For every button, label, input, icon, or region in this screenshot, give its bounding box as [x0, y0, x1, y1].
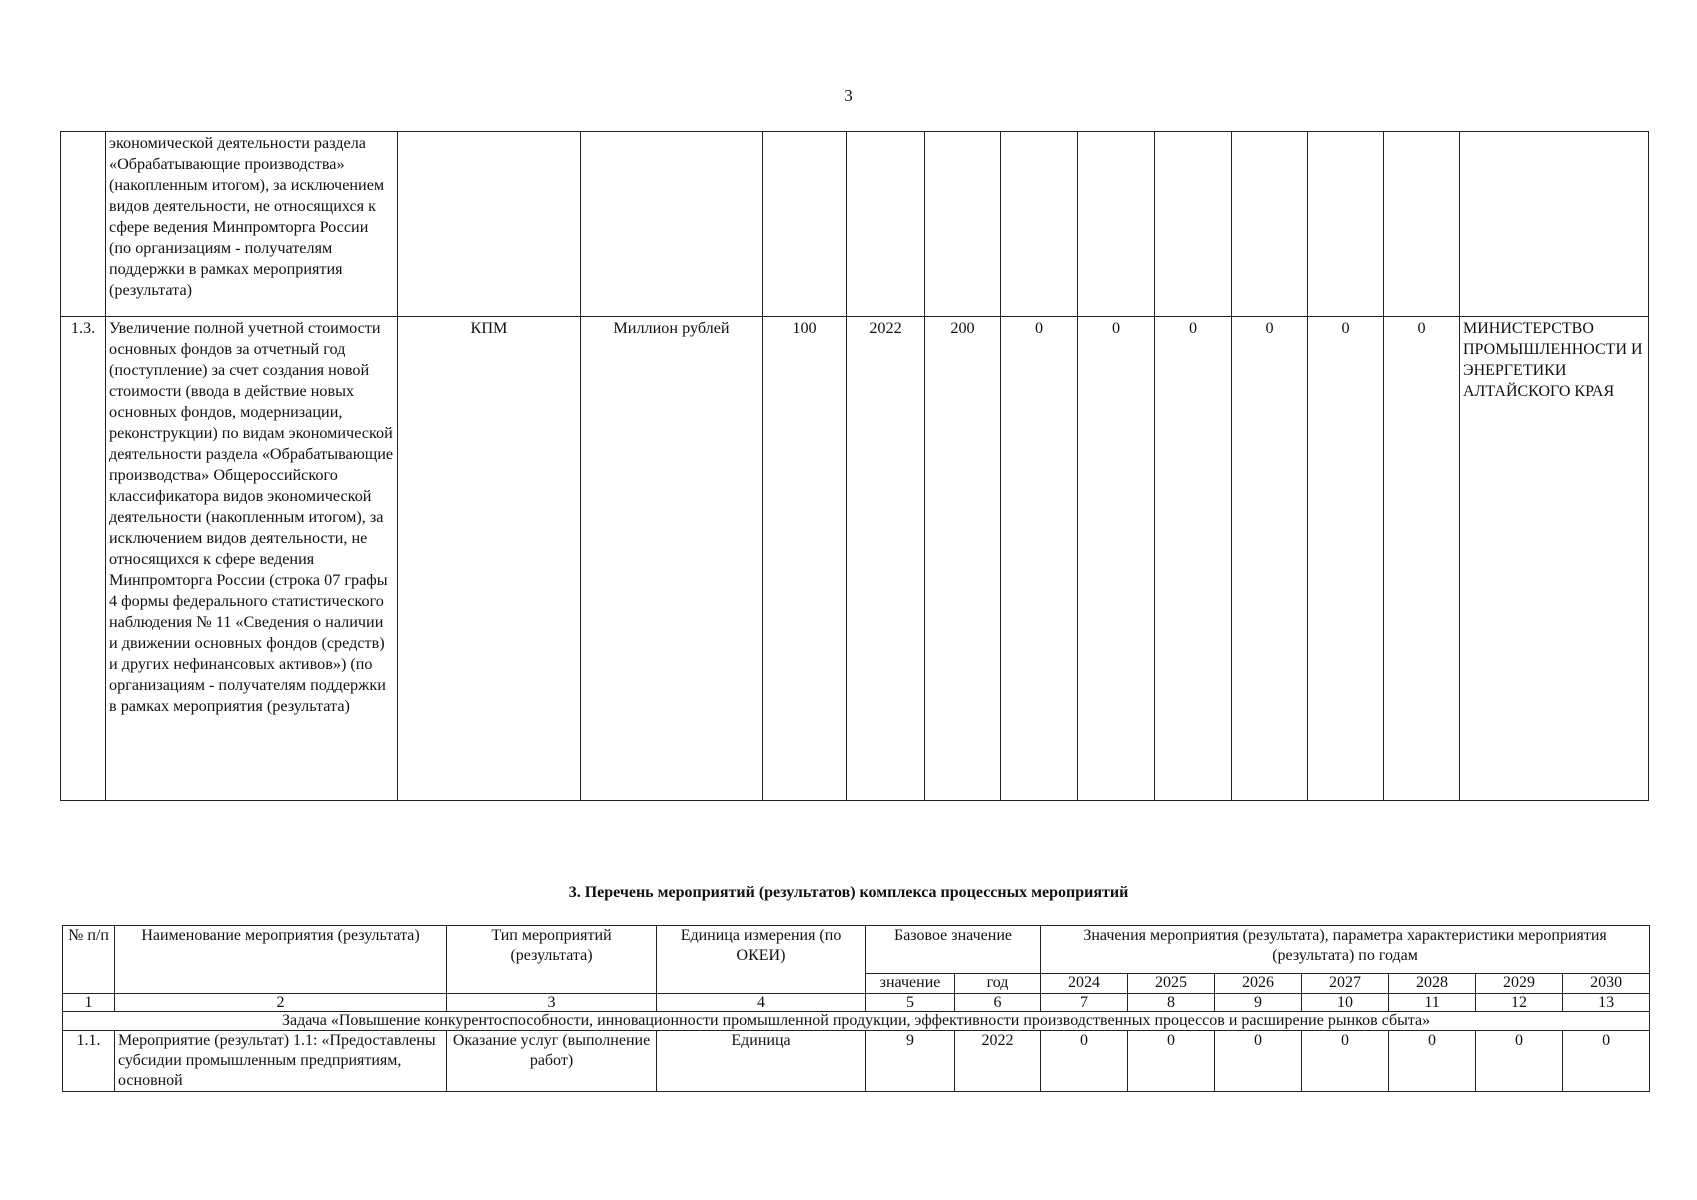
indicator-row-1-3	[61, 317, 1649, 801]
col-header-base-value: значение	[866, 974, 955, 994]
column-number: 7	[1041, 994, 1128, 1012]
col-header-year: 2025	[1128, 974, 1215, 994]
col-header-base: Базовое значение	[866, 926, 1041, 974]
col-header-type: Тип мероприятий (результата)	[447, 926, 657, 994]
column-number: 3	[447, 994, 657, 1012]
col-header-year: 2026	[1215, 974, 1302, 994]
column-number: 10	[1302, 994, 1389, 1012]
col-header-year: 2030	[1563, 974, 1650, 994]
col-header-year: 2027	[1302, 974, 1389, 994]
column-number-row	[63, 994, 1650, 1012]
indicator-value-3: 200	[925, 317, 1001, 801]
col-header-year: 2028	[1389, 974, 1476, 994]
continued-indicator-name: экономической деятельности раздела «Обрабатывающие производства» (накопленным итогом), за исключением видов деятельности, не относящихся к сфере ведения Минпромторга России (по организациям - получателям поддержки в рамках мероприятия (результата)	[106, 132, 398, 317]
page-number: 3	[844, 86, 853, 105]
year-value: 0	[1389, 1031, 1476, 1092]
col-header-base-year: год	[955, 974, 1041, 994]
column-number: 12	[1476, 994, 1563, 1012]
indicator-name: Увеличение полной учетной стоимости основных фондов за отчетный год (поступление) за счет создания новой стоимости (ввода в действие новых основных фондов, модернизации, реконструкции) по видам экономической деятельности раздела «Обрабатывающие производства» Общероссийского классификатора видов экономической деятельности (накопленным итогом), за исключением видов деятельности, не относящихся к сфере ведения Минпромторга России (строка 07 графы 4 формы федерального статистического наблюдения № 11 «Сведения о наличии и движении основных фондов (средств) и других нефинансовых активов») (по организациям - получателям поддержки в рамках мероприятия (результата)	[106, 317, 398, 801]
col-header-name: Наименование мероприятия (результата)	[115, 926, 447, 994]
indicator-value-1: 100	[763, 317, 847, 801]
continued-row	[61, 132, 1649, 317]
year-value: 0	[1215, 1031, 1302, 1092]
indicator-unit: Миллион рублей	[581, 317, 763, 801]
measure-unit: Единица	[657, 1031, 866, 1092]
column-number: 2	[115, 994, 447, 1012]
column-number: 5	[866, 994, 955, 1012]
year-value: 0	[1563, 1031, 1650, 1092]
task-row	[63, 1012, 1650, 1031]
column-number: 9	[1215, 994, 1302, 1012]
upper-indicators-table	[60, 131, 1649, 801]
column-number: 1	[63, 994, 115, 1012]
row-number: 1.1.	[63, 1031, 115, 1092]
year-value: 0	[1308, 317, 1384, 801]
task-title: Задача «Повышение конкурентоспособности, инновационности промышленной продукции, эффективности производственных процессов и расширение рынков сбыта»	[63, 1012, 1650, 1031]
col-header-year: 2024	[1041, 974, 1128, 994]
col-header-num: № п/п	[63, 926, 115, 994]
row-number: 1.3.	[61, 317, 106, 801]
column-number: 8	[1128, 994, 1215, 1012]
measure-name: Мероприятие (результат) 1.1: «Предоставлены субсидии промышленным предприятиям, основной	[115, 1031, 447, 1092]
base-year: 2022	[955, 1031, 1041, 1092]
section-title: 3. Перечень мероприятий (результатов) комплекса процессных мероприятий	[568, 884, 1129, 901]
measure-row-1-1	[63, 1031, 1650, 1092]
column-number: 6	[955, 994, 1041, 1012]
year-value: 0	[1128, 1031, 1215, 1092]
measure-type: Оказание услуг (выполнение работ)	[447, 1031, 657, 1092]
base-value: 9	[866, 1031, 955, 1092]
header-row	[63, 926, 1650, 974]
year-value: 0	[1302, 1031, 1389, 1092]
column-number: 13	[1563, 994, 1650, 1012]
col-header-values: Значения мероприятия (результата), параметра характеристики мероприятия (результата) по годам	[1041, 926, 1650, 974]
col-header-year: 2029	[1476, 974, 1563, 994]
responsible-organization: МИНИСТЕРСТВО ПРОМЫШЛЕННОСТИ И ЭНЕРГЕТИКИ АЛТАЙСКОГО КРАЯ	[1460, 317, 1649, 801]
indicator-value-2: 2022	[847, 317, 925, 801]
year-value: 0	[1232, 317, 1308, 801]
year-value: 0	[1078, 317, 1155, 801]
process-measures-table	[62, 925, 1650, 1092]
year-value: 0	[1001, 317, 1078, 801]
year-value: 0	[1155, 317, 1232, 801]
year-value: 0	[1384, 317, 1460, 801]
col-header-unit: Единица измерения (по ОКЕИ)	[657, 926, 866, 994]
year-value: 0	[1476, 1031, 1563, 1092]
column-number: 11	[1389, 994, 1476, 1012]
year-value: 0	[1041, 1031, 1128, 1092]
column-number: 4	[657, 994, 866, 1012]
indicator-type: КПМ	[398, 317, 581, 801]
